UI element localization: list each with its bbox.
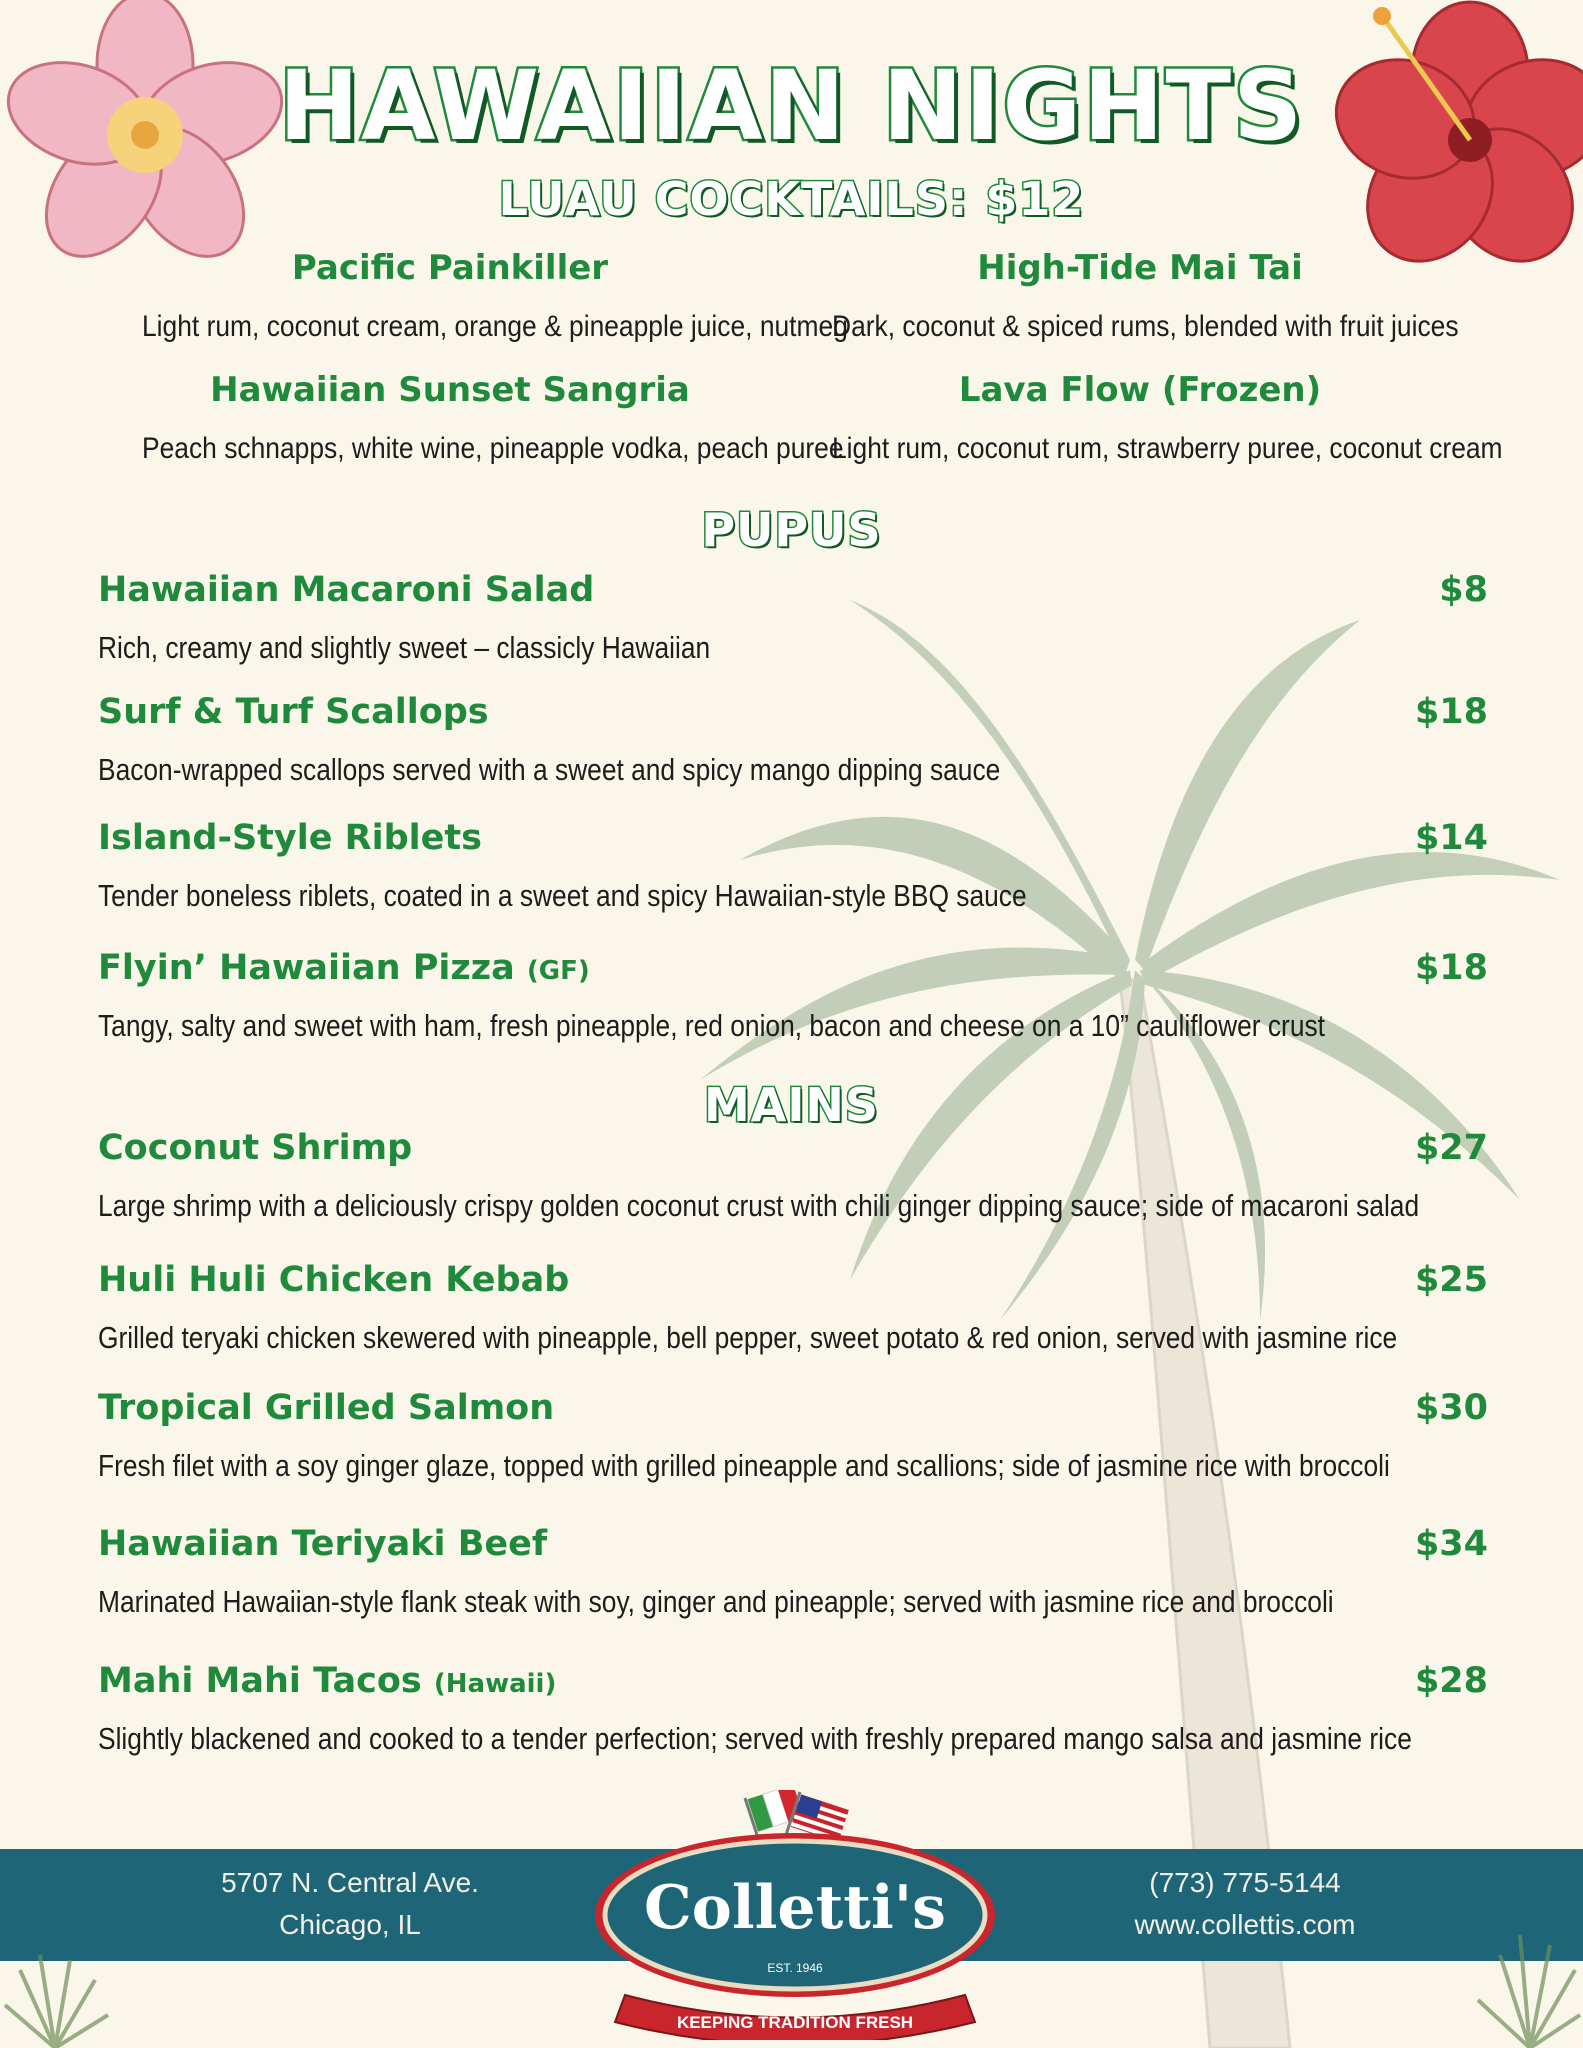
cocktail-item	[790, 370, 1503, 466]
menu-item-name: Coconut Shrimp	[98, 1128, 413, 1168]
cocktail-desc: Light rum, coconut rum, strawberry puree, coconut cream	[832, 432, 1503, 465]
address-line: Chicago, IL	[279, 1909, 421, 1940]
menu-item-desc: Slightly blackened and cooked to a tender perfection; served with freshly prepared mango salsa and jasmine rice	[98, 1721, 1412, 1756]
menu-item	[98, 1661, 1488, 1756]
menu-item-price: $18	[1414, 692, 1488, 732]
menu-item-desc: Tangy, salty and sweet with ham, fresh pineapple, red onion, bacon and cheese on a 10” cauliflower crust	[98, 1008, 1325, 1043]
menu-item-price: $18	[1414, 948, 1488, 988]
cocktail-item	[100, 248, 848, 344]
menu-item-name: Mahi Mahi Tacos (Hawaii)	[98, 1661, 557, 1701]
footer-contact	[1095, 1862, 1395, 1946]
menu-item-desc: Tender boneless riblets, coated in a sweet and spicy Hawaiian-style BBQ sauce	[98, 878, 1027, 913]
cocktails-heading: LUAU COCKTAILS: $12	[498, 172, 1085, 226]
menu-item-price: $30	[1414, 1388, 1488, 1428]
cocktail-name: High-Tide Mai Tai	[977, 248, 1303, 288]
address-line: 5707 N. Central Ave.	[221, 1867, 479, 1898]
cocktail-name: Lava Flow (Frozen)	[958, 370, 1322, 410]
menu-item	[98, 692, 1488, 787]
menu-item	[98, 1260, 1488, 1355]
menu-item-price: $28	[1414, 1661, 1488, 1701]
menu-item	[98, 1128, 1488, 1223]
menu-item-desc: Bacon-wrapped scallops served with a sweet and spicy mango dipping sauce	[98, 752, 1001, 787]
grass-icon	[1470, 1930, 1583, 2048]
website-link[interactable]: www.collettis.com	[1134, 1909, 1356, 1940]
menu-item-name: Hawaiian Teriyaki Beef	[98, 1524, 548, 1564]
menu-item	[98, 1388, 1488, 1483]
logo-est: EST. 1946	[767, 1961, 823, 1975]
menu-item-price: $27	[1414, 1128, 1488, 1168]
menu-item	[98, 1524, 1488, 1619]
cocktail-desc: Light rum, coconut cream, orange & pineapple juice, nutmeg	[142, 310, 848, 343]
menu-item-name: Hawaiian Macaroni Salad	[98, 570, 595, 610]
menu-item-name: Flyin’ Hawaiian Pizza (GF)	[98, 948, 590, 988]
cocktail-item	[790, 248, 1490, 344]
cocktail-desc: Dark, coconut & spiced rums, blended with fruit juices	[832, 310, 1459, 343]
menu-item-price: $25	[1414, 1260, 1488, 1300]
menu-item-tag: (GF)	[526, 956, 590, 986]
logo-tagline: KEEPING TRADITION FRESH	[676, 2013, 914, 2032]
menu-item-name: Tropical Grilled Salmon	[98, 1388, 555, 1428]
menu-item-desc: Marinated Hawaiian-style flank steak with soy, ginger and pineapple; served with jasmine rice and broccoli	[98, 1584, 1334, 1619]
menu-item-name: Surf & Turf Scallops	[98, 692, 489, 732]
page-title: HAWAIIAN NIGHTS	[278, 50, 1305, 162]
menu-item	[98, 818, 1488, 913]
collettis-logo	[575, 1790, 1015, 2040]
menu-item-price: $34	[1414, 1524, 1488, 1564]
menu-item	[98, 948, 1488, 1043]
menu-item-desc: Rich, creamy and slightly sweet – classicly Hawaiian	[98, 630, 711, 665]
menu-item-desc: Fresh filet with a soy ginger glaze, topped with grilled pineapple and scallions; side of jasmine rice with broccoli	[98, 1448, 1390, 1483]
mains-heading: MAINS	[703, 1078, 880, 1132]
menu-item-desc: Large shrimp with a deliciously crispy golden coconut crust with chili ginger dipping sauce; side of macaroni salad	[98, 1188, 1420, 1223]
grass-icon	[0, 1950, 110, 2048]
menu-item-name: Island-Style Riblets	[98, 818, 482, 858]
footer-address	[200, 1862, 500, 1946]
menu-item-tag: (Hawaii)	[433, 1669, 557, 1699]
pupus-heading: PUPUS	[701, 503, 882, 557]
cocktail-item	[100, 370, 844, 466]
menu-item-name: Huli Huli Chicken Kebab	[98, 1260, 570, 1300]
menu-item-desc: Grilled teryaki chicken skewered with pineapple, bell pepper, sweet potato & red onion, served with jasmine rice	[98, 1320, 1398, 1355]
cocktail-name: Hawaiian Sunset Sangria	[210, 370, 690, 410]
cocktail-desc: Peach schnapps, white wine, pineapple vodka, peach puree	[142, 432, 844, 465]
logo-name: Colletti's	[644, 1873, 946, 1943]
menu-item-price: $14	[1414, 818, 1488, 858]
menu-item-price: $8	[1439, 570, 1488, 610]
phone-number[interactable]: (773) 775-5144	[1149, 1867, 1341, 1898]
menu-item	[98, 570, 1488, 665]
cocktail-name: Pacific Painkiller	[291, 248, 609, 288]
